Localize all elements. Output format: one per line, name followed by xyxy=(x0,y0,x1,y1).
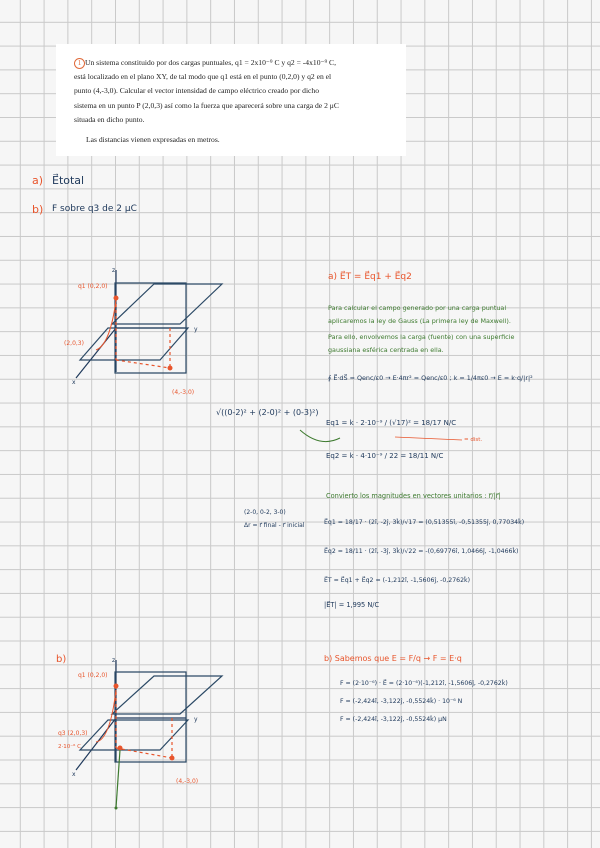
solution-a-para1: Para calcular el campo generado por una carga puntual xyxy=(328,304,507,312)
problem-line-3: punto (4,-3,0). Calcular el vector intensidad de campo eléctrico creado por dicho xyxy=(74,86,320,96)
problem-note: Las distancias vienen expresadas en metros. xyxy=(86,135,220,145)
svg-text:z: z xyxy=(112,267,116,274)
problem-line-2: está localizado en el plano XY, de tal modo que q1 está en el punto (0,2,0) y q2 en el xyxy=(74,72,332,82)
svg-text:y: y xyxy=(194,716,198,723)
task-b-text: F sobre q3 de 2 μC xyxy=(52,204,137,214)
problem-number: 1 xyxy=(74,58,85,69)
solution-a-heading: a) E⃗T = E⃗q1 + E⃗q2 xyxy=(328,272,412,282)
task-b-label: b) xyxy=(32,203,44,216)
solution-a-eq1: Eq1 = k · 2·10⁻⁹ / (√17)² = 18/17 N/C xyxy=(326,419,457,427)
solution-a-convert: Convierto los magnitudes en vectores unitarios : r⃗/|r⃗| xyxy=(326,492,501,500)
solution-a-gauss: ∮ E⃗·dS⃗ = Qenc/ε0 → E·4πr² = Qenc/ε0 ; k = 1/4πε0 → E = k·q/|r|² xyxy=(328,374,533,382)
solution-a-delta-r: Δr = r⃗ final - r⃗ inicial xyxy=(244,522,305,529)
svg-text:x: x xyxy=(72,379,76,386)
svg-text:x: x xyxy=(72,771,76,778)
solution-b-line3: F = (-2,424î, -3,122ĵ, -0,5524k̂) μN xyxy=(340,716,447,723)
solution-a-para4: gaussiana esférica centrada en ella. xyxy=(328,346,444,354)
solution-a-total: E⃗T = E⃗q1 + E⃗q2 = (-1,212î, -1,5606ĵ, -0,2762k̂) xyxy=(324,577,471,584)
diagram-a-point-label: (2,0,3) xyxy=(64,340,84,347)
svg-text:z: z xyxy=(112,657,116,664)
solution-a-modulus: |E⃗T| = 1,995 N/C xyxy=(324,601,380,609)
solution-a-vec-q1: (2-0, 0-2, 3-0) xyxy=(244,509,286,516)
solution-b-line2: F = (-2,424î, -3,122ĵ, -0,5524k̂) · 10⁻⁶ N xyxy=(340,698,463,705)
solution-a-para2: aplicaremos la ley de Gauss (La primera ley de Maxwell). xyxy=(328,317,511,325)
svg-text:y: y xyxy=(194,326,198,333)
diagram-a-q1-label: q1 (0,2,0) xyxy=(78,283,108,290)
solution-a-eq2: Eq2 = k · 4·10⁻⁹ / 22 = 18/11 N/C xyxy=(326,452,444,460)
problem-line-4: sistema en un punto P (2,0,3) así como la fuerza que aparecerá sobre una carga de 2 μC xyxy=(74,100,339,110)
solution-b-heading: b) Sabemos que E = F/q → F = E·q xyxy=(324,654,462,663)
solution-a-dist-note: = dist. xyxy=(464,437,483,443)
solution-a-eq1-vector: E⃗q1 = 18/17 · (2î, -2ĵ, 3k̂)/√17 = (0,51355î, -0,51355ĵ, 0,77034k̂) xyxy=(324,519,525,526)
diagram-a-q2-label: (4,-3,0) xyxy=(172,389,195,396)
diagram-b-q3-charge: 2·10⁻⁶ C xyxy=(58,744,81,750)
solution-a-eq2-vector: E⃗q2 = 18/11 · (2î, -3ĵ, 3k̂)/√22 = -(0,69776î, 1,0466ĵ, -1,0466k̂) xyxy=(324,548,519,555)
solution-b-line1: F = (2·10⁻⁶) · E⃗ = (2·10⁻⁶)(-1,212î, -1,5606ĵ, -0,2762k̂) xyxy=(340,680,508,687)
diagram-b-label: b) xyxy=(56,654,67,665)
task-a-label: a) xyxy=(32,174,44,187)
problem-line-5: situada en dicho punto. xyxy=(74,114,145,124)
diagram-b-q3-label: q3 (2,0,3) xyxy=(58,730,88,737)
task-a-text: E⃗total xyxy=(52,174,85,187)
diagram-b-q2-label: (4,-3,0) xyxy=(176,778,199,785)
problem-line-1: 1 Un sistema constituido por dos cargas puntuales, q1 = 2x10⁻⁹ C y q2 = -4x10⁻⁹ C, xyxy=(74,56,392,70)
solution-a-distance: √((0-2)² + (2-0)² + (0-3)²) xyxy=(216,408,319,417)
solution-a-para3: Para ello, envolvemos la carga (fuente) con una superficie xyxy=(328,333,515,341)
diagram-b-q1-label: q1 (0,2,0) xyxy=(78,672,108,679)
